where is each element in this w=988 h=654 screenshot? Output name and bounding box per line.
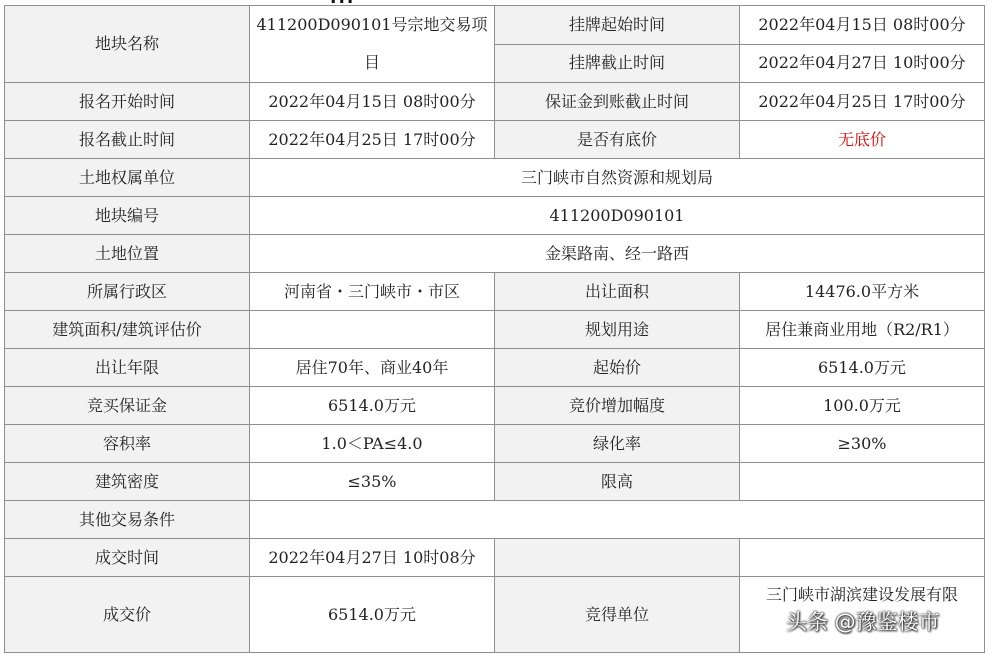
land-transaction-table	[4, 5, 985, 653]
bid-deposit-value: 6514.0万元	[250, 387, 495, 425]
deposit-deadline-value: 2022年04月25日 17时00分	[740, 83, 985, 121]
registration-end-label: 报名截止时间	[5, 121, 250, 159]
planned-use-value: 居住兼商业用地（R2/R1）	[740, 311, 985, 349]
deal-price-label: 成交价	[5, 577, 250, 653]
height-limit-label: 限高	[495, 463, 740, 501]
reserve-price-value: 无底价	[740, 121, 985, 159]
building-area-label: 建筑面积/建筑评估价	[5, 311, 250, 349]
winning-bidder-label: 竞得单位	[495, 577, 740, 653]
land-owner-label: 土地权属单位	[5, 159, 250, 197]
listing-start-label: 挂牌起始时间	[495, 6, 740, 45]
green-ratio-value: ≥30%	[740, 425, 985, 463]
toutiao-watermark: 头条 @豫鉴楼市	[786, 610, 940, 634]
bid-increment-label: 竞价增加幅度	[495, 387, 740, 425]
planned-use-label: 规划用途	[495, 311, 740, 349]
other-conditions-value	[250, 501, 985, 539]
transfer-term-label: 出让年限	[5, 349, 250, 387]
plot-ratio-value: 1.0＜PA≤4.0	[250, 425, 495, 463]
green-ratio-label: 绿化率	[495, 425, 740, 463]
deal-time-blank-value	[740, 539, 985, 577]
parcel-name-label: 地块名称	[5, 6, 250, 83]
deal-time-value: 2022年04月27日 10时08分	[250, 539, 495, 577]
land-owner-value: 三门峡市自然资源和规划局	[250, 159, 985, 197]
land-location-label: 土地位置	[5, 235, 250, 273]
listing-end-label: 挂牌截止时间	[495, 44, 740, 83]
building-density-value: ≤35%	[250, 463, 495, 501]
winning-bidder-value: 三门峡市湖滨建设发展有限	[740, 577, 985, 653]
deposit-deadline-label: 保证金到账截止时间	[495, 83, 740, 121]
building-density-label: 建筑密度	[5, 463, 250, 501]
deal-time-label: 成交时间	[5, 539, 250, 577]
deal-price-value: 6514.0万元	[250, 577, 495, 653]
registration-start-label: 报名开始时间	[5, 83, 250, 121]
district-label: 所属行政区	[5, 273, 250, 311]
deal-time-blank-label	[495, 539, 740, 577]
bid-deposit-label: 竞买保证金	[5, 387, 250, 425]
listing-end-value: 2022年04月27日 10时00分	[740, 44, 985, 83]
bid-increment-value: 100.0万元	[740, 387, 985, 425]
other-conditions-label: 其他交易条件	[5, 501, 250, 539]
parcel-name-value: 411200D090101号宗地交易项目	[250, 6, 495, 83]
land-location-value: 金渠路南、经一路西	[250, 235, 985, 273]
building-area-value	[250, 311, 495, 349]
parcel-number-value: 411200D090101	[250, 197, 985, 235]
parcel-number-label: 地块编号	[5, 197, 250, 235]
transfer-area-label: 出让面积	[495, 273, 740, 311]
starting-price-label: 起始价	[495, 349, 740, 387]
registration-start-value: 2022年04月15日 08时00分	[250, 83, 495, 121]
listing-start-value: 2022年04月15日 08时00分	[740, 6, 985, 45]
reserve-price-label: 是否有底价	[495, 121, 740, 159]
transfer-area-value: 14476.0平方米	[740, 273, 985, 311]
starting-price-value: 6514.0万元	[740, 349, 985, 387]
district-value: 河南省・三门峡市・市区	[250, 273, 495, 311]
plot-ratio-label: 容积率	[5, 425, 250, 463]
registration-end-value: 2022年04月25日 17时00分	[250, 121, 495, 159]
height-limit-value	[740, 463, 985, 501]
transfer-term-value: 居住70年、商业40年	[250, 349, 495, 387]
